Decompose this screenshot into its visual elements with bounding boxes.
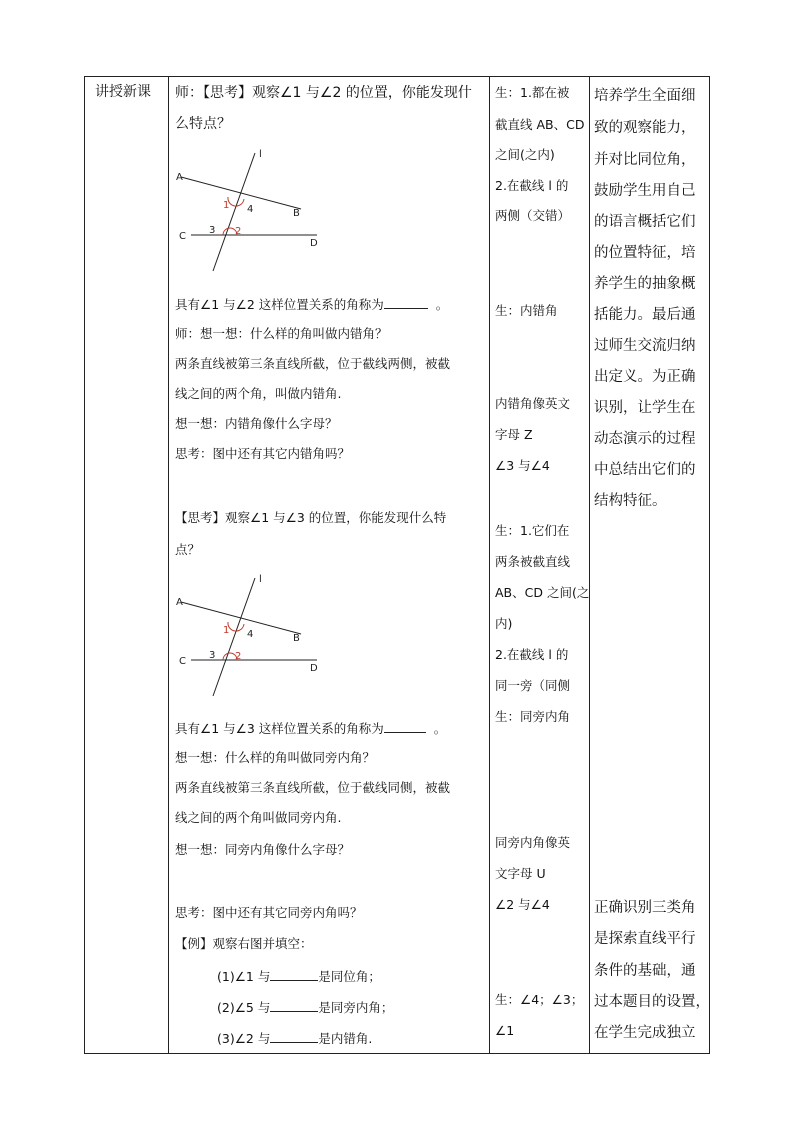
design-intent-2-l1: 正确识别三类角 <box>594 900 696 916</box>
design-intent-2-l4: 过本题目的设置， <box>594 994 710 1010</box>
lesson-table <box>84 76 710 1054</box>
design-intent-l4: 鼓励学生用自己 <box>594 183 696 199</box>
student-answer-7-l2: 文字母 U <box>495 866 546 881</box>
design-intent-2-l5: 在学生完成独立 <box>594 1025 696 1041</box>
think-prompt-8: 思考：图中还有其它同旁内角吗？ <box>175 905 363 920</box>
think-prompt-2: 师：想一想：什么样的角叫做内错角？ <box>175 326 388 341</box>
design-intent-l1: 培养学生全面细 <box>594 88 696 104</box>
student-answer-6: 生：同旁内角 <box>495 709 571 724</box>
definition-same-side-interior: 两条直线被第三条直线所截，位于截线同侧，被截 <box>175 780 451 795</box>
think-prompt-4: 思考：图中还有其它内错角吗？ <box>175 446 351 461</box>
point-d-label: D <box>310 238 318 249</box>
student-answer-5-l4: 内) <box>495 616 513 631</box>
design-intent-l14: 结构特征。 <box>594 493 667 509</box>
angle-diagram-1 <box>177 149 327 279</box>
design-intent-2-l3: 条件的基础，通 <box>594 963 696 979</box>
definition-alternate-interior-cont: 线之间的两个角，叫做内错角. <box>175 386 342 401</box>
design-intent-l7: 养学生的抽象概 <box>594 276 696 292</box>
answer-blank-2 <box>384 720 426 733</box>
design-intent-l12: 动态演示的过程 <box>594 431 696 447</box>
point-a-label: A <box>176 597 183 608</box>
angle-4-label: 4 <box>247 204 254 215</box>
point-b-label: B <box>293 208 300 219</box>
student-answer-5-l2: 两条被截直线 <box>495 554 571 569</box>
point-d-label: D <box>310 663 318 674</box>
student-answer-9: 生：∠4；∠3； <box>495 992 584 1007</box>
student-answer-4: ∠3 与∠4 <box>495 458 550 473</box>
design-intent-l2: 致的观察能力， <box>594 120 696 136</box>
question-2: 具有∠1 与∠3 这样位置关系的角称为 。 <box>175 721 447 736</box>
line-l-label: l <box>259 574 262 585</box>
design-intent-l10: 出定义。为正确 <box>594 369 696 385</box>
think-prompt-1: 师：【思考】观察∠1 与∠2 的位置，你能发现什 <box>175 85 472 101</box>
example-item-1: (1)∠1 与 是同位角； <box>217 969 381 984</box>
design-intent-l9: 过师生交流归纳 <box>594 338 696 354</box>
student-answer-5: 生：1.它们在 <box>495 523 570 538</box>
definition-alternate-interior: 两条直线被第三条直线所截，位于截线两侧，被截 <box>175 356 451 371</box>
design-intent-l6: 的位置特征，培 <box>594 245 696 261</box>
angle-diagram-2 <box>177 574 327 704</box>
student-answer-3: 内错角像英文 <box>495 396 571 411</box>
student-answer-7: 同旁内角像英 <box>495 835 571 850</box>
example-blank-3 <box>270 1030 318 1043</box>
point-b-label: B <box>293 633 300 644</box>
student-answer-2: 生：内错角 <box>495 303 558 318</box>
student-answer-5-l6: 同一旁（同侧 <box>495 678 571 693</box>
think-prompt-1-cont: 么特点？ <box>175 116 231 132</box>
teacher-activity-cell <box>169 77 490 1054</box>
angle-1-label: 1 <box>223 200 230 211</box>
point-c-label: C <box>179 656 186 667</box>
example-blank-2 <box>270 999 318 1012</box>
design-intent-l3: 并对比同位角， <box>594 152 696 168</box>
student-answer-1-l3: 之间(之内) <box>495 147 555 162</box>
definition-same-side-interior-cont: 线之间的两个角叫做同旁内角. <box>175 810 342 825</box>
think-prompt-3: 想一想：内错角像什么字母？ <box>175 416 338 431</box>
student-answer-1-l2: 截直线 AB、CD <box>495 117 585 132</box>
angle-4-label: 4 <box>247 629 254 640</box>
student-answer-8: ∠2 与∠4 <box>495 897 550 912</box>
angle-3-label: 3 <box>209 225 216 236</box>
think-prompt-5-cont: 点？ <box>175 542 201 557</box>
design-intent-2-l2: 是探索直线平行 <box>594 931 696 947</box>
design-intent-l8: 括能力。最后通 <box>594 307 696 323</box>
angle-3-label: 3 <box>209 650 216 661</box>
student-activity-cell <box>490 77 590 1054</box>
think-prompt-7: 想一想：同旁内角像什么字母？ <box>175 842 351 857</box>
answer-blank-1 <box>384 296 428 309</box>
example-item-2: (2)∠5 与 是同旁内角； <box>217 1000 394 1015</box>
angle-1-label: 1 <box>223 625 230 636</box>
student-answer-9-l2: ∠1 <box>495 1023 515 1038</box>
design-intent-l13: 中总结出它们的 <box>594 462 696 478</box>
design-intent-cell <box>590 77 710 1054</box>
angle-2-label: 2 <box>235 651 242 662</box>
student-answer-3-l2: 字母 Z <box>495 427 533 442</box>
student-answer-1: 生：1.都在被 <box>495 85 570 100</box>
design-intent-l5: 的语言概括它们 <box>594 214 696 230</box>
student-answer-5-l5: 2.在截线 l 的 <box>495 647 569 662</box>
think-prompt-5: 【思考】观察∠1 与∠3 的位置，你能发现什么特 <box>175 510 447 525</box>
section-label-cell <box>85 77 169 1054</box>
question-1: 具有∠1 与∠2 这样位置关系的角称为 。 <box>175 297 449 312</box>
think-prompt-6: 想一想：什么样的角叫做同旁内角？ <box>175 750 376 765</box>
example-heading: 【例】观察右图并填空： <box>175 936 313 951</box>
point-c-label: C <box>179 231 186 242</box>
angle-2-label: 2 <box>235 226 242 237</box>
section-label: 讲授新课 <box>95 84 151 100</box>
student-answer-1-l4: 2.在截线 l 的 <box>495 178 569 193</box>
example-blank-1 <box>270 968 318 981</box>
design-intent-l11: 识别，让学生在 <box>594 400 696 416</box>
student-answer-5-l3: AB、CD 之间(之 <box>495 585 590 600</box>
point-a-label: A <box>176 172 183 183</box>
line-l-label: l <box>259 149 262 160</box>
example-item-3: (3)∠2 与 是内错角. <box>217 1031 373 1046</box>
student-answer-1-l5: 两侧（交错） <box>495 208 571 223</box>
